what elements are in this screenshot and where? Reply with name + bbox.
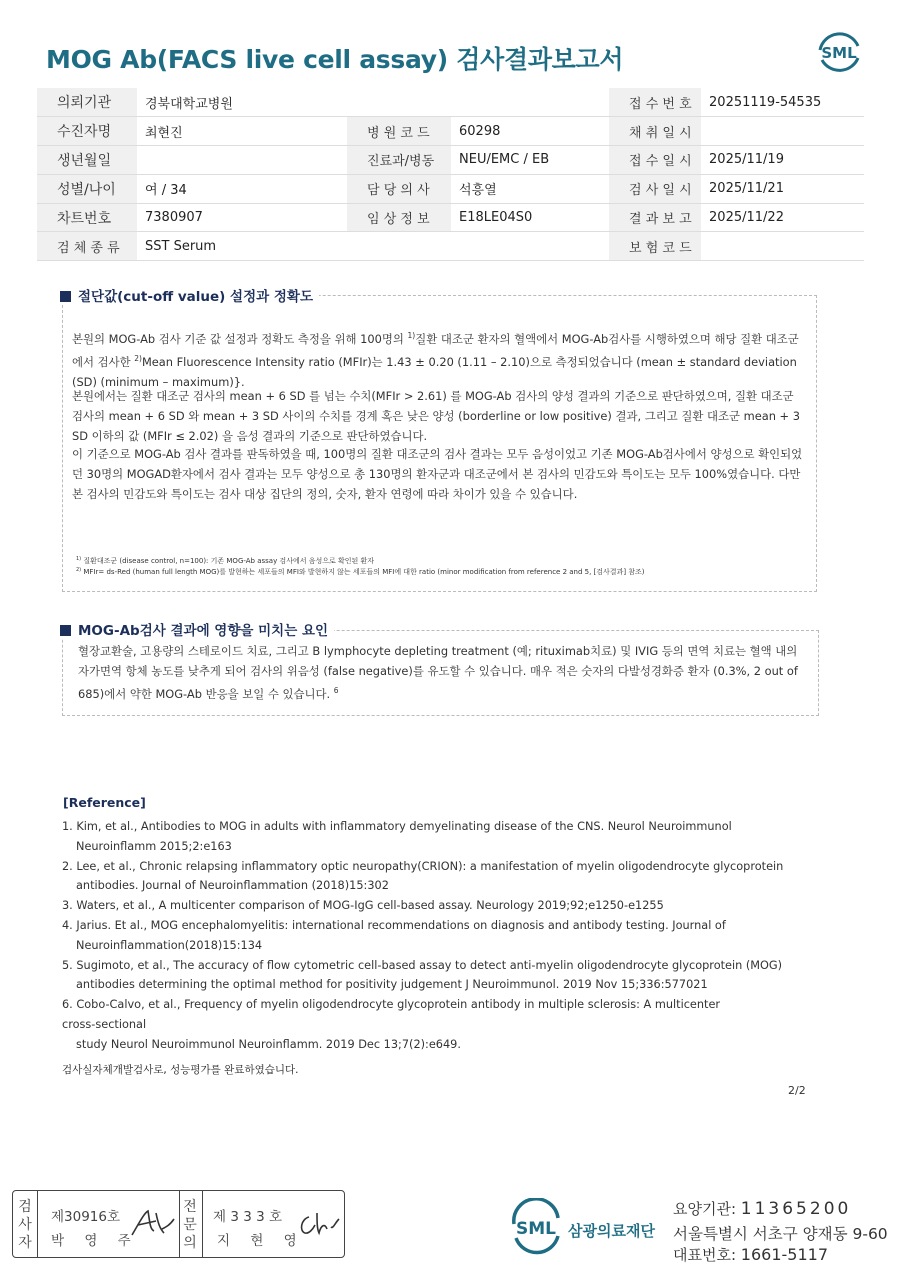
- sex-age-label: 성별/나이: [37, 174, 137, 203]
- reference-title: [Reference]: [63, 795, 146, 810]
- tester-signature-icon: [128, 1205, 176, 1241]
- clinical-info-value: E18LE04S0: [451, 203, 599, 232]
- specialist-vertical-char: 전: [183, 1199, 197, 1215]
- tester-vertical-char: 사: [18, 1217, 32, 1233]
- reference-item: 3. Waters, et al., A multicenter comparison of MOG-IgG cell-based assay. Neurology 2019;92;e1250-e1255: [62, 899, 664, 913]
- sml-logo-icon: [812, 28, 866, 76]
- receipt-date-value: 2025/11/19: [701, 146, 864, 175]
- receipt-no-value: 20251119-54535: [701, 88, 864, 117]
- reference-item: 6. Cobo-Calvo, et al., Frequency of myelin oligodendrocyte glycoprotein antibody in multiple sclerosis: A multicenter cross-sectional study Neurol Neuroimmunol Neuroinflamm. 2019 Dec 13;7(2):e649.: [62, 998, 721, 1051]
- insurance-code-value: [701, 232, 864, 261]
- receipt-date-label: 접 수 일 시: [609, 146, 701, 175]
- specimen-label: 검 체 종 류: [37, 232, 137, 261]
- dob-label: 생년월일: [37, 146, 137, 175]
- dob-value: [137, 146, 347, 175]
- specialist-license: 제 3 3 3 호: [213, 1209, 283, 1225]
- sml-footer-logo-icon: [508, 1198, 564, 1258]
- department-label: 진료과/병동: [347, 146, 451, 175]
- cutoff-paragraph-3: 이 기준으로 MOG-Ab 검사 결과를 판독하였을 때, 100명의 질환 대조군의 검사 결과는 모두 음성이었고 기존 MOG-Ab검사에서 양성으로 확인되었던 30명의 MOGAD환자에서 검사 결과는 모두 양성으로 총 130명의 환자군과 대조군에서 본 검사의 민감도와 특이도는 모두 100%였습니다. 다만 본 검사의 민감도와 특이도는 검사 대상 집단의 정의, 숫자, 환자 연령에 따라 차이가 있을 수 있습니다.: [72, 447, 803, 501]
- test-date-label: 검 사 일 시: [609, 174, 701, 203]
- chart-no-value: 7380907: [137, 203, 347, 232]
- specialist-vertical-char: 의: [183, 1235, 197, 1251]
- hospital-code-value: 60298: [451, 117, 599, 146]
- reference-item: 1. Kim, et al., Antibodies to MOG in adults with inflammatory demyelinating disease of the CNS. Neurol Neuroimmunol Neuroinflamm 2015;2:e163: [62, 820, 732, 853]
- specialist-name: 지 현 영: [217, 1233, 305, 1249]
- department-value: NEU/EMC / EB: [451, 146, 599, 175]
- tester-vertical-char: 검: [18, 1199, 32, 1215]
- tester-license: 제30916호: [51, 1209, 121, 1225]
- doctor-value: 석흥열: [451, 174, 599, 203]
- address-line: 서울특별시 서초구 양재동 9-60: [673, 1225, 888, 1243]
- section-bullet-icon: [60, 625, 71, 636]
- completion-note: 검사실자체개발검사로, 성능평가를 완료하였습니다.: [62, 1064, 299, 1076]
- factors-section-title: MOG-Ab검사 결과에 영향을 미치는 요인: [60, 619, 334, 639]
- factors-paragraph: 혈장교환술, 고용량의 스테로이드 치료, 그리고 B lymphocyte depleting treatment (예; rituximab치료) 및 IVIG 등의 면역 치료는 혈액 내의 자가면역 항체 농도를 낮추게 되어 검사의 위음성 (false negative)를 유도할 수 있습니다. 매우 적은 숫자의 다발성경화증 환자 (0.3%, 2 out of 685)에서 약한 MOG-Ab 반응을 보일 수 있습니다. $^6$: [78, 644, 798, 701]
- logo-text: SML: [516, 1219, 556, 1239]
- patient-info-table: [37, 88, 864, 261]
- reference-item: 5. Sugimoto, et al., The accuracy of flow cytometric cell-based assay to detect anti-myelin oligodendrocyte glycoprotein (MOG) antibodies determining the optimal method for positivity judgement J Neuroimmunol. 2019 Nov 15;336:577021: [62, 958, 783, 992]
- specialist-vertical-char: 문: [183, 1217, 197, 1233]
- receipt-no-label: 접 수 번 호: [609, 88, 701, 117]
- collection-date-label: 채 취 일 시: [609, 117, 701, 146]
- reference-item: 2. Lee, et al., Chronic relapsing inflammatory optic neuropathy(CRION): a manifestation of myelin oligodendrocyte glycoprotein antibodies. Journal of Neuroinflammation (2018)15:302: [62, 859, 784, 893]
- phone-line: 대표번호: 1661-5117: [673, 1245, 829, 1264]
- hospital-code-label: 병 원 코 드: [347, 117, 451, 146]
- requesting-org-value: 경북대학교병원: [137, 88, 599, 117]
- specialist-signature-icon: [295, 1207, 341, 1241]
- test-date-value: 2025/11/21: [701, 174, 864, 203]
- reference-item: 4. Jarius. Et al., MOG encephalomyelitis: international recommendations on diagnosis and antibody testing. Journal of Neuroinflammation(2018)15:134: [62, 918, 726, 952]
- page-number: 2/2: [788, 1084, 806, 1097]
- facility-code-line: 요양기관: 11365200: [673, 1199, 852, 1219]
- chart-no-label: 차트번호: [37, 203, 137, 232]
- report-date-label: 결 과 보 고: [609, 203, 701, 232]
- cutoff-paragraph-1: 본원의 MOG-Ab 검사 기준 값 설정과 정확도 측정을 위해 100명의 $^{1)}$질환 대조군 환자의 혈액에서 MOG-Ab검사를 시행하였으며 해당 질환 대조군에서 검사한 $^{2)}$Mean Fluorescence Intensity ratio (MFIr)는 1.43 ± 0.20 (1.11 – 2.10)으로 측정되었습니다 (mean ± standard deviation (SD) (minimum – maximum)}.: [72, 331, 799, 389]
- collection-date-value: [701, 117, 864, 146]
- organization-name: 삼광의료재단: [568, 1222, 655, 1240]
- signature-stamp: [12, 1190, 345, 1258]
- insurance-code-label: 보 험 코 드: [609, 232, 701, 261]
- tester-name: 박 영 주: [51, 1233, 139, 1249]
- patient-name-label: 수진자명: [37, 117, 137, 146]
- report-title: MOG Ab(FACS live cell assay) 검사결과보고서: [46, 45, 624, 74]
- patient-name-value: 최현진: [137, 117, 347, 146]
- tester-vertical-char: 자: [18, 1235, 32, 1251]
- report-date-value: 2025/11/22: [701, 203, 864, 232]
- section-bullet-icon: [60, 291, 71, 302]
- clinical-info-label: 임 상 정 보: [347, 203, 451, 232]
- sex-age-value: 여 / 34: [137, 174, 347, 203]
- footnote-1: $^{1)}$ 질환대조군 (disease control, n=100): 기존 MOG-Ab assay 검사에서 음성으로 확인된 환자: [76, 556, 375, 565]
- specimen-value: SST Serum: [137, 232, 599, 261]
- requesting-org-label: 의뢰기관: [37, 88, 137, 117]
- footnote-2: $^{2)}$ MFIr= ds-Red (human full length MOG)를 발현하는 세포들의 MFI와 발현하지 않는 세포들의 MFI에 대한 ratio (minor modification from reference 2 and 5, [검사결과] 참조): [76, 567, 645, 576]
- cutoff-section-title: 절단값(cut-off value) 설정과 정확도: [60, 285, 319, 305]
- doctor-label: 담 당 의 사: [347, 174, 451, 203]
- reference-list: [62, 817, 822, 1055]
- logo-text: SML: [821, 44, 857, 62]
- cutoff-paragraph-2: 본원에서는 질환 대조군 검사의 mean + 6 SD 를 넘는 수치(MFIr > 2.61) 를 MOG-Ab 검사의 양성 결과의 기준으로 판단하였으며, 질환 대조군 검사의 mean + 6 SD 와 mean + 3 SD 사이의 수치를 경계 혹은 낮은 양성 (borderline or low positive) 결과, 그리고 질환 대조군 mean + 3 SD 이하의 값 (MFIr ≤ 2.02) 을 음성 결과의 기준으로 판단하였습니다.: [72, 389, 800, 443]
